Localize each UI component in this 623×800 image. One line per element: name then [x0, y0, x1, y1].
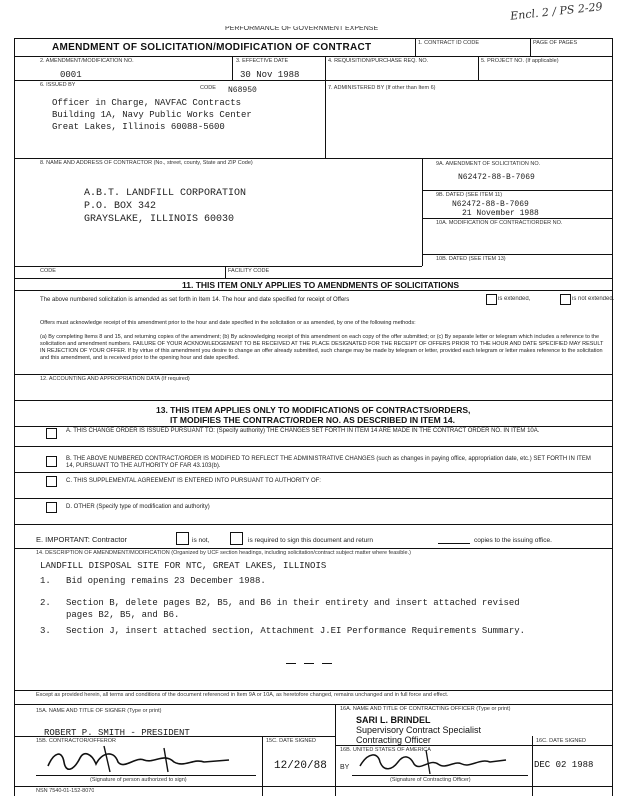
label-sig-officer: (Signature of Contracting Officer) [390, 777, 471, 783]
issued-by-label: 6. ISSUED BY [40, 82, 76, 88]
eff-date-label: 3. EFFECTIVE DATE [236, 58, 289, 64]
item14-num-3: 3. [40, 626, 51, 636]
label-15b: 15B. CONTRACTOR/OFFEROR [36, 738, 116, 744]
item14-line-1-1: Bid opening remains 23 December 1988. [66, 576, 266, 586]
dated-no: N62472-88-B-7069 [452, 200, 529, 209]
issuer-code-label: CODE [200, 85, 216, 91]
issuer-address-line-3: Great Lakes, Illinois 60088-5600 [52, 122, 225, 132]
contractor-line-2: P.O. BOX 342 [84, 201, 157, 212]
agency-header: PERFORMANCE OF GOVERNMENT EXPENSE [225, 26, 379, 32]
project-no-label: 5. PROJECT NO. (If applicable) [481, 58, 559, 64]
amend-no-label: 2. AMENDMENT/MODIFICATION NO. [40, 58, 134, 64]
not-extended-checkbox[interactable] [560, 294, 571, 305]
solicitation-no: N62472-88-B-7069 [458, 173, 535, 182]
signer-name: ROBERT P. SMITH - PRESIDENT [44, 728, 190, 738]
item13c-checkbox[interactable] [46, 476, 57, 487]
item13d-checkbox[interactable] [46, 502, 57, 513]
handwritten-note: Encl. 2 / PS 2-29 [509, 0, 604, 23]
issuer-address-line-2: Building 1A, Navy Public Works Center [52, 110, 252, 120]
eff-date: 30 Nov 1988 [240, 70, 300, 80]
facility-code-label: FACILITY CODE [228, 268, 270, 274]
is-not-checkbox[interactable] [176, 532, 189, 545]
contractor-label: 8. NAME AND ADDRESS OF CONTRACTOR (No., street, county, State and ZIP Code) [40, 160, 253, 166]
contractor-line-3: GRAYSLAKE, ILLINOIS 60030 [84, 214, 235, 225]
item14-line-2-2: pages B2, B5, and B6. [66, 610, 180, 620]
dated-value: 21 November 1988 [462, 209, 539, 218]
item13-d: D. OTHER (Specify type of modification and authority) [66, 504, 210, 510]
officer-title: Supervisory Contract Specialist [356, 725, 482, 735]
officer-role: Contracting Officer [356, 735, 431, 745]
accounting-label: 12. ACCOUNTING AND APPROPRIATION DATA (If required) [40, 376, 190, 382]
description-label: 14. DESCRIPTION OF AMENDMENT/MODIFICATION (Organized by UCF section headings, including solicitation/contract subject matter where feasible.) [36, 550, 411, 556]
form-title: AMENDMENT OF SOLICITATION/MODIFICATION OF CONTRACT [52, 42, 372, 53]
date-signed-officer: DEC 02 1988 [534, 760, 594, 770]
page-label: PAGE OF PAGES [533, 40, 578, 46]
amend-solicitation-label: 9A. AMENDMENT OF SOLICITATION NO. [436, 161, 541, 167]
opt-not-extended: is not extended. [572, 296, 615, 302]
amend-no: 0001 [60, 70, 82, 80]
extended-checkbox[interactable] [486, 294, 497, 305]
administered-by-label: 7. ADMINISTERED BY (If other than Item 6) [328, 85, 436, 91]
item13a-checkbox[interactable] [46, 428, 57, 439]
opt-is-not: is not, [192, 537, 210, 544]
item11-text-2: Offers must acknowledge receipt of this amendment prior to the hour and date specified in the solicitation or as amended, by one of the following methods: [40, 320, 416, 326]
copies-text: copies to the issuing office. [474, 537, 552, 544]
item13-a: A. THIS CHANGE ORDER IS ISSUED PURSUANT TO: (Specify authority) THE CHANGES SET FORTH IN ITEM 14 ARE MADE IN THE CONTRACT ORDER NO. IN ITEM 10A. [66, 428, 540, 434]
contract-id-label: 1. CONTRACT ID CODE [418, 40, 480, 46]
item13b-checkbox[interactable] [46, 456, 57, 467]
item11-text-1: The above numbered solicitation is amended as set forth in Item 14. The hour and date specified for receipt of Offers [40, 297, 350, 303]
opt-is: is required to sign this document and return [248, 537, 374, 544]
label-15a: 15A. NAME AND TITLE OF SIGNER (Type or print) [36, 708, 162, 714]
label-16b: 16B. UNITED STATES OF AMERICA [340, 747, 431, 753]
description-subject: LANDFILL DISPOSAL SITE FOR NTC, GREAT LAKES, ILLINOIS [40, 561, 327, 571]
issuer-address-line-1: Officer in Charge, NAVFAC Contracts [52, 98, 242, 108]
form-number: NSN 7540-01-152-8070 [36, 788, 95, 794]
issuer-code: N68950 [228, 86, 257, 95]
contractor-code-label: CODE [40, 268, 56, 274]
is-required-checkbox[interactable] [230, 532, 243, 545]
item11-title: 11. THIS ITEM ONLY APPLIES TO AMENDMENTS OF SOLICITATIONS [182, 280, 460, 290]
item14-line-2-1: Section B, delete pages B2, B5, and B6 in their entirety and insert attached revised [66, 598, 520, 608]
officer-name: SARI L. BRINDEL [356, 715, 431, 725]
item13-b: B. THE ABOVE NUMBERED CONTRACT/ORDER IS MODIFIED TO REFLECT THE ADMINISTRATIVE CHANGES (such as changes in paying office, appropriation date, etc.) SET FORTH IN ITEM 14, PURSUANT TO THE AUTHORITY OF FAR 43.103(b). [66, 456, 591, 469]
contractor-signature [44, 744, 244, 774]
by-label: BY [340, 764, 350, 771]
dated-label: 9B. DATED (SEE ITEM 11) [436, 192, 503, 198]
important-label: E. IMPORTANT: Contractor [36, 535, 127, 544]
item11-text-3: (a) By completing Items 8 and 15, and returning copies of the amendment; (b) By acknowledging receipt of this amendment on each copy of the offer submitted; or (c) By separate letter or telegram which includes a reference to the solicitation and amendment numbers. FAILURE OF YOUR ACKNOWLEDGEMENT TO BE RECEIVED AT THE PLACE DESIGNATED FOR THE RECEIPT OF OFFERS PRIOR TO THE HOUR AND DATE SPECIFIED MAY RESULT IN REJECTION OF YOUR OFFER. If by virtue of this amendment you desire to change an offer already submitted, such change may be made by telegram or letter, provided each telegram or letter makes reference to the solicitation and this amendment, and is received prior to the opening hour and date specified. [40, 334, 604, 361]
item14-num-2: 2. [40, 598, 51, 608]
mod-dated-label: 10B. DATED (SEE ITEM 13) [436, 256, 506, 262]
label-16a: 16A. NAME AND TITLE OF CONTRACTING OFFICER (Type or print) [340, 706, 511, 712]
except-text: Except as provided herein, all terms and conditions of the document referenced in Item 9A or 10A, as heretofore changed, remains unchanged and in full force and effect. [36, 692, 449, 698]
item13-subtitle: IT MODIFIES THE CONTRACT/ORDER NO. AS DESCRIBED IN ITEM 14. [170, 415, 455, 425]
item14-line-3-1: Section J, insert attached section, Attachment J.EI Performance Requirements Summary. [66, 626, 526, 636]
label-15c: 15C. DATE SIGNED [266, 738, 317, 744]
officer-signature [356, 748, 516, 776]
mod-contract-label: 10A. MODIFICATION OF CONTRACT/ORDER NO. [436, 220, 563, 226]
label-16c: 16C. DATE SIGNED [536, 738, 587, 744]
item14-num-1: 1. [40, 576, 51, 586]
contractor-line-1: A.B.T. LANDFILL CORPORATION [84, 188, 247, 199]
label-sig-person: (Signature of person authorized to sign) [90, 777, 187, 783]
req-no-label: 4. REQUISITION/PURCHASE REQ. NO. [328, 58, 429, 64]
item13-title: 13. THIS ITEM APPLIES ONLY TO MODIFICATIONS OF CONTRACTS/ORDERS, [156, 405, 471, 415]
opt-extended: is extended, [498, 296, 531, 302]
date-signed-contractor: 12/20/88 [274, 760, 327, 772]
item13-c: C. THIS SUPPLEMENTAL AGREEMENT IS ENTERED INTO PURSUANT TO AUTHORITY OF: [66, 478, 321, 484]
